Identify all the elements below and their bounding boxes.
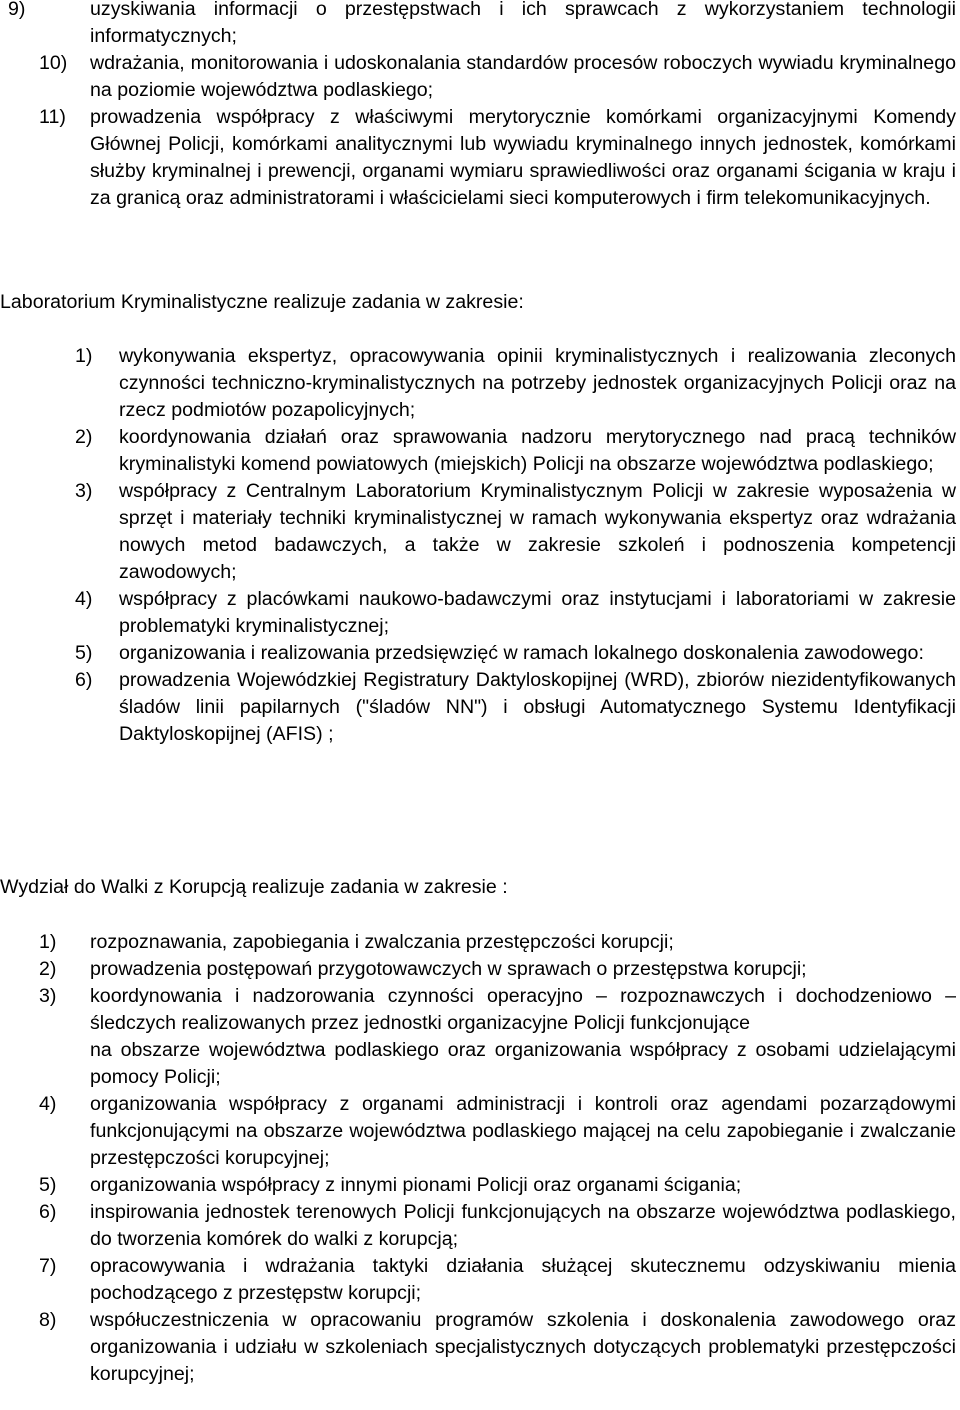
top-list — [0, 0, 960, 212]
item-number: 9) — [8, 0, 26, 20]
laboratorium-list — [0, 343, 960, 748]
item-text: współpracy z Centralnym Laboratorium Kryminalistycznym Policji w zakresie wyposażenia w sprzęt i materiały techniki kryminalistycznej w ramach wykonywania ekspertyz oraz wdrażania nowych metod badawczych, a także w zakresie szkoleń i podnoszenia kompetencji zawodowych; — [119, 480, 956, 583]
item-text: uzyskiwania informacji o przestępstwach i ich sprawcach z wykorzystaniem technologii informatycznych; — [90, 0, 956, 47]
item-text: koordynowania i nadzorowania czynności operacyjno – rozpoznawczych i dochodzeniowo – śledczych realizowanych przez jednostki organizacyjne Policji funkcjonujące — [90, 985, 956, 1034]
item-number: 5) — [39, 1174, 57, 1196]
list-item — [0, 0, 960, 50]
list-item — [0, 667, 960, 748]
wydzial-list — [0, 929, 960, 1388]
section-laboratorium-list — [0, 343, 960, 748]
item-text: prowadzenia postępowań przygotowawczych w sprawach o przestępstwa korupcji; — [90, 958, 807, 980]
item-number: 3) — [39, 985, 57, 1007]
list-item — [0, 343, 960, 424]
section-wydzial-list — [0, 929, 960, 1388]
item-text: rozpoznawania, zapobiegania i zwalczania przestępczości korupcji; — [90, 931, 674, 953]
laboratorium-heading: Laboratorium Kryminalistyczne realizuje zadania w zakresie: — [0, 291, 524, 313]
item-number: 2) — [75, 426, 93, 448]
list-item — [0, 1307, 960, 1388]
list-item — [0, 424, 960, 478]
list-item — [0, 929, 960, 956]
list-item — [0, 586, 960, 640]
item-number: 1) — [39, 931, 57, 953]
list-item — [0, 478, 960, 586]
item-text: wdrażania, monitorowania i udoskonalania standardów procesów roboczych wywiadu kryminalnego na poziomie województwa podlaskiego; — [90, 52, 956, 101]
item-number: 2) — [39, 958, 57, 980]
item-text: współuczestniczenia w opracowaniu programów szkolenia i doskonalenia zawodowego oraz organizowania i udziału w szkoleniach specjalistycznych dotyczących problematyki przestępczości korupcyjnej; — [90, 1309, 956, 1385]
item-number: 7) — [39, 1255, 57, 1277]
item-number: 11) — [39, 106, 66, 128]
item-text: organizowania współpracy z organami administracji i kontroli oraz agendami pozarządowymi funkcjonującymi na obszarze województwa podlaskiego mającej na celu zapobieganie i zwalczanie przestępczości korupcyjnej; — [90, 1093, 956, 1169]
item-number: 4) — [75, 588, 93, 610]
item-number: 4) — [39, 1093, 57, 1115]
item-text: prowadzenia współpracy z właściwymi merytorycznie komórkami organizacyjnymi Komendy Głównej Policji, komórkami analitycznymi lub wywiadu kryminalnego innych jednostek, komórkami służby kryminalnej i prewencji, organami wymiaru sprawiedliwości oraz organami ścigania w kraju i za granicą oraz administratorami i właścicielami sieci komputerowych i firm telekomunikacyjnych. — [90, 106, 956, 209]
item-number: 8) — [39, 1309, 57, 1331]
item-text: inspirowania jednostek terenowych Policji funkcjonujących na obszarze województwa podlaskiego, do tworzenia komórek do walki z korupcją; — [90, 1201, 956, 1250]
item-number: 10) — [39, 52, 68, 74]
item-text: wykonywania ekspertyz, opracowywania opinii kryminalistycznych i realizowania zleconych czynności techniczno-kryminalistycznych na potrzeby jednostek organizacyjnych Policji oraz na rzecz podmiotów pozapolicyjnych; — [119, 345, 956, 421]
item-number: 1) — [75, 345, 93, 367]
item-text: prowadzenia Wojewódzkiej Registratury Daktyloskopijnej (WRD), zbiorów niezidentyfikowanych śladów linii papilarnych ("śladów NN") i obsługi Automatycznego Systemu Identyfikacji Daktyloskopijnej (AFIS) ; — [119, 669, 956, 745]
wydzial-heading: Wydział do Walki z Korupcją realizuje zadania w zakresie : — [0, 876, 508, 898]
item-text-continuation: na obszarze województwa podlaskiego oraz organizowania współpracy z osobami udzielającymi pomocy Policji; — [90, 1039, 956, 1088]
item-text: koordynowania działań oraz sprawowania nadzoru merytorycznego nad pracą techników kryminalistyki komend powiatowych (miejskich) Policji na obszarze województwa podlaskiego; — [119, 426, 956, 475]
item-text: organizowania i realizowania przedsięwzięć w ramach lokalnego doskonalenia zawodowego: — [119, 642, 924, 664]
list-item — [0, 50, 960, 104]
item-number: 5) — [75, 642, 93, 664]
list-item — [0, 1091, 960, 1172]
item-number: 3) — [75, 480, 93, 502]
list-item — [0, 1199, 960, 1253]
list-item — [0, 104, 960, 212]
list-item — [0, 983, 960, 1091]
list-item — [0, 956, 960, 983]
list-item — [0, 1172, 960, 1199]
section-top-list — [0, 0, 960, 212]
item-number: 6) — [75, 669, 93, 691]
item-number: 6) — [39, 1201, 57, 1223]
item-text: współpracy z placówkami naukowo-badawczymi oraz instytucjami i laboratoriami w zakresie problematyki kryminalistycznej; — [119, 588, 956, 637]
list-item — [0, 640, 960, 667]
item-text: organizowania współpracy z innymi pionami Policji oraz organami ścigania; — [90, 1174, 742, 1196]
list-item — [0, 1253, 960, 1307]
item-text: opracowywania i wdrażania taktyki działania służącej skutecznemu odzyskiwaniu mienia pochodzącego z przestępstw korupcji; — [90, 1255, 956, 1304]
